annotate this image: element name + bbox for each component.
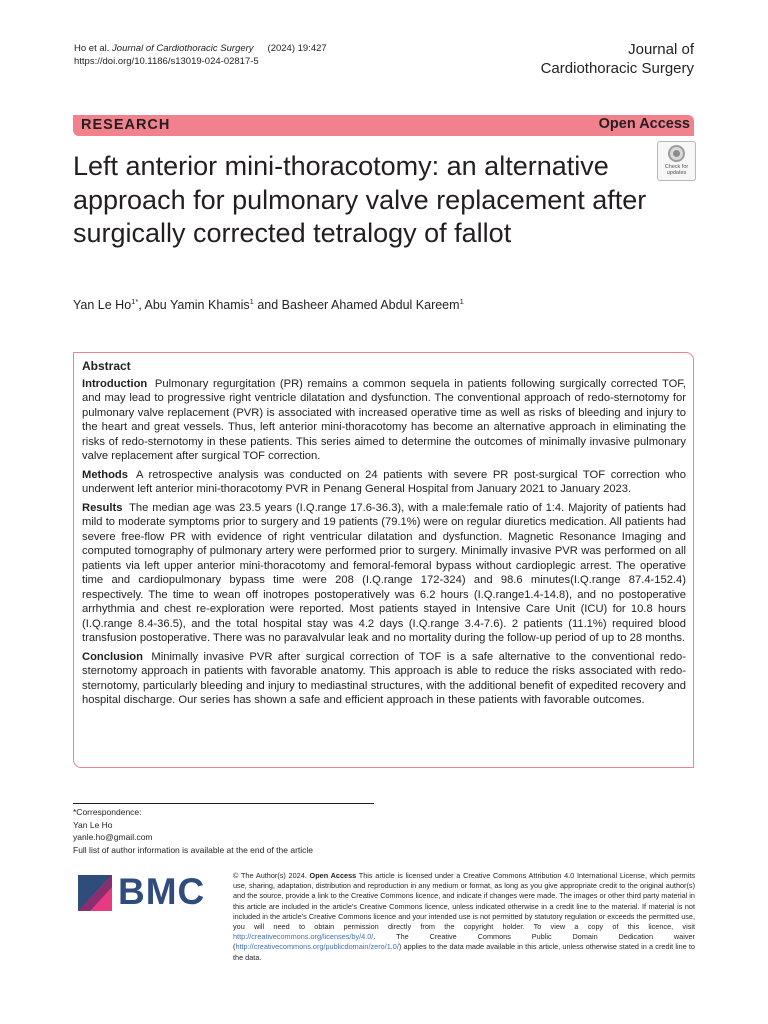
license-text: . The Creative Commons Public Domain Dedication waiver ( — [233, 932, 695, 952]
doi-link[interactable]: https://doi.org/10.1186/s13019-024-02817-5 — [74, 56, 259, 67]
author-separator: and — [253, 298, 282, 313]
citation-journal: Journal of Cardiothoracic Surgery — [112, 43, 254, 54]
citation-line — [74, 42, 327, 55]
abstract-introduction — [82, 377, 686, 464]
license-text: ) applies to the data made available in this article, unless otherwise stated in a credit line to the data. — [233, 942, 695, 962]
copyright: © The Author(s) 2024. — [233, 871, 307, 880]
citation-authors: Ho et al. — [74, 43, 110, 54]
author-name[interactable]: Basheer Ahamed Abdul Kareem — [281, 298, 460, 313]
abstract-heading: Abstract — [82, 359, 131, 373]
author-name[interactable]: Abu Yamin Khamis — [144, 298, 250, 313]
correspondence-name: Yan Le Ho — [73, 819, 113, 830]
correspondence-note: Full list of author information is available at the end of the article — [73, 844, 314, 855]
check-for-updates-icon — [668, 145, 685, 162]
check-for-updates-line1: Check for — [664, 164, 689, 170]
author-separator: , — [138, 298, 145, 313]
license-statement — [233, 871, 695, 963]
license-text: This article is licensed under a Creative Commons Attribution 4.0 International License, which permits use, sharing, adaptation, distribution and reproduction in any medium or format, as long as you give appropriate credit to the original author(s) and the source, provide a link to the Creative Commons licence, and indicate if changes were made. The images or other third party material in this article are included in the article's Creative Commons licence, unless indicated otherwise in a credit line to the material. If material is not included in the article's Creative Commons licence and your intended use is not permitted by statutory regulation or exceeds the permitted use, you will need to obtain permission directly from the copyright holder. To view a copy of this licence, visit — [233, 871, 696, 932]
journal-name — [541, 40, 694, 78]
abstract-results — [82, 501, 686, 646]
abstract-box — [73, 352, 694, 768]
article-type-label: RESEARCH — [81, 117, 171, 133]
abstract-conclusion — [82, 650, 686, 708]
cc-zero-waiver-link[interactable]: http://creativecommons.org/publicdomain/zero/1.0/ — [235, 942, 399, 952]
author-affiliation: 1 — [459, 297, 464, 306]
citation-header — [74, 42, 327, 68]
abstract-section-label: Conclusion — [82, 650, 143, 663]
abstract-section-text: The median age was 23.5 years (I.Q.range 17.6-36.3), with a male:female ratio of 1:4. Majority of patients had mild to moderate symptoms prior to surgery and 19 patients (79.1%) were on regular diuretics medication. All patients had severe free-flow PR with evidence of right ventricular dilatation and dysfunction. Magnetic Resonance Imaging and computed tomography of pulmonary artery were performed prior to surgery. Minimally invasive PVR was performed on all patients via left upper anterior mini-thoracotomy and femoral-femoral bypass without cardioplegic arrest. The operative time and cardiopulmonary bypass time were 208 (I.Q.range 172-324) and 98.6 minutes(I.Q.range 87.4-152.4) respectively. The time to wean off inotropes postoperatively was 6.2 hours (I.Q.range1.4-14.8), and no postoperative arrhythmia and chest re-exploration were reported. Most patients stayed in Intensive Care Unit (ICU) for 10.8 hours (I.Q.range 8.4-36.5), and the total hospital stay was 4.2 days (I.Q.range 3.4-7.6). 2 patients (11.1%) required blood transfusion postoperative. There was no paravalvular leak and no mortality during the follow-up period of up to 28 months. — [82, 501, 687, 644]
abstract-section-text: Minimally invasive PVR after surgical correction of TOF is a safe alternative to the conventional redo-sternotomy approach in patients with favorable anatomy. This approach is able to reduce the risks associated with redo-sternotomy, particularly bleeding and injury to mediastinal structures, with the additional benefit of expedited recovery and hospital discharge. Our series has shown a safe and efficient approach in these patients with favorable outcomes. — [82, 650, 687, 706]
correspondence-block — [73, 806, 313, 856]
check-for-updates-text — [658, 164, 695, 176]
abstract-section-text: A retrospective analysis was conducted on 24 patients with severe PR post-surgical TOF correction who underwent left anterior mini-thoracotomy PVR in Penang General Hospital from January 2021 to January 2023. — [82, 468, 686, 495]
check-for-updates-line2: updates — [666, 170, 687, 176]
abstract-section-label: Results — [82, 501, 123, 514]
open-access-label: Open Access — [309, 871, 357, 880]
open-access-label: Open Access — [598, 116, 690, 132]
abstract-methods — [82, 468, 686, 497]
author-list — [73, 297, 464, 312]
author-affiliation: 1 — [249, 297, 254, 306]
author-name[interactable]: Yan Le Ho — [73, 298, 132, 313]
abstract-section-label: Methods — [82, 468, 128, 481]
abstract-section-text: Pulmonary regurgitation (PR) remains a common sequela in patients following surgically corrected TOF, and may lead to progressive right ventricle dilatation and dysfunction. The conventional approach of redo-sternotomy for pulmonary valve replacement (PVR) is associated with increased operative time as well as risks of bleeding and injury to the heart and great vessels. Thus, left anterior mini-thoracotomy has become an alternative approach in eliminating the risks of redo-sternotomy in these patients. This series aimed to determine the outcomes of minimally invasive pulmonary valve replacement after surgical TOF correction. — [82, 377, 687, 462]
check-for-updates-badge[interactable] — [657, 141, 696, 181]
author-affiliation: 1* — [131, 297, 139, 306]
journal-name-line1: Journal of — [628, 41, 694, 58]
journal-name-line2: Cardiothoracic Surgery — [540, 60, 694, 77]
correspondence-label: *Correspondence: — [73, 807, 142, 817]
article-type-banner — [73, 115, 694, 136]
bmc-logo-text: BMC — [118, 871, 206, 912]
bmc-logo — [78, 871, 212, 915]
bmc-logo-icon — [78, 875, 112, 911]
article-title: Left anterior mini-thoracotomy: an alternative approach for pulmonary valve replacement after surgically corrected tetralogy of fallot — [73, 151, 647, 248]
footnote-divider — [73, 803, 374, 804]
correspondence-email[interactable]: yanle.ho@gmail.com — [73, 832, 153, 842]
citation-year: (2024) 19:427 — [267, 43, 327, 54]
cc-by-license-link[interactable]: http://creativecommons.org/licenses/by/4.0/ — [233, 932, 374, 942]
abstract-section-label: Introduction — [82, 377, 148, 390]
